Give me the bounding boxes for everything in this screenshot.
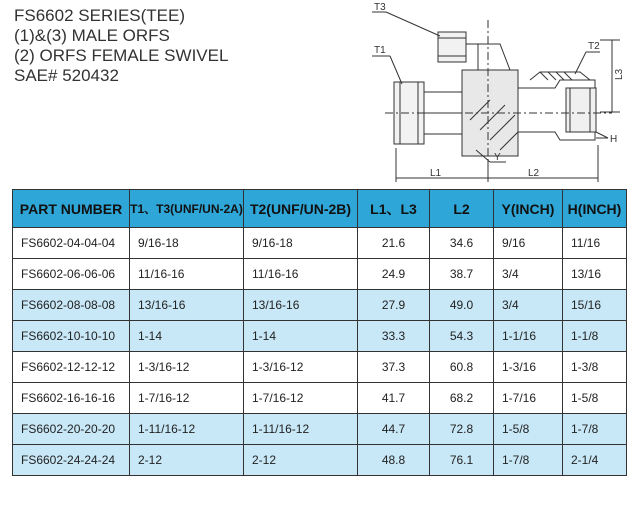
table-cell: 21.6 xyxy=(358,228,430,259)
table-cell: FS6602-10-10-10 xyxy=(13,321,130,352)
table-cell: 68.2 xyxy=(430,383,494,414)
table-cell: 1-14 xyxy=(130,321,244,352)
table-cell: 1-5/8 xyxy=(494,414,563,445)
label-l2: L2 xyxy=(528,168,540,179)
table-cell: 15/16 xyxy=(563,290,627,321)
table-cell: FS6602-20-20-20 xyxy=(13,414,130,445)
table-cell: 1-1/8 xyxy=(563,321,627,352)
table-cell: 11/16 xyxy=(563,228,627,259)
table-cell: FS6602-08-08-08 xyxy=(13,290,130,321)
table-cell: 34.6 xyxy=(430,228,494,259)
table-cell: 11/16-16 xyxy=(130,259,244,290)
table-cell: 1-7/8 xyxy=(494,445,563,476)
table-row xyxy=(13,445,627,476)
col-y-inch: Y(INCH) xyxy=(494,190,563,228)
label-l1: L1 xyxy=(430,168,442,179)
table-row xyxy=(13,290,627,321)
col-t1-t3: T1、T3(UNF/UN-2A) xyxy=(130,190,244,228)
table-cell: 13/16-16 xyxy=(244,290,358,321)
spec-table xyxy=(12,189,627,476)
table-cell: 2-1/4 xyxy=(563,445,627,476)
table-row xyxy=(13,228,627,259)
series-header xyxy=(14,6,228,86)
table-cell: 33.3 xyxy=(358,321,430,352)
label-t2: T2 xyxy=(588,41,600,52)
table-row xyxy=(13,321,627,352)
table-cell: 1-3/16-12 xyxy=(130,352,244,383)
col-t2: T2(UNF/UN-2B) xyxy=(244,190,358,228)
table-cell: 3/4 xyxy=(494,290,563,321)
table-cell: 37.3 xyxy=(358,352,430,383)
table-cell: 41.7 xyxy=(358,383,430,414)
table-cell: 48.8 xyxy=(358,445,430,476)
table-cell: 3/4 xyxy=(494,259,563,290)
table-cell: 11/16-16 xyxy=(244,259,358,290)
table-row xyxy=(13,259,627,290)
series-title: FS6602 SERIES(TEE) xyxy=(14,6,186,25)
table-cell: 44.7 xyxy=(358,414,430,445)
table-cell: 13/16-16 xyxy=(130,290,244,321)
table-cell: 54.3 xyxy=(430,321,494,352)
tee-fitting-drawing xyxy=(360,0,639,185)
table-cell: 1-3/8 xyxy=(563,352,627,383)
col-h-inch: H(INCH) xyxy=(563,190,627,228)
table-row xyxy=(13,352,627,383)
table-cell: 9/16 xyxy=(494,228,563,259)
table-header-row xyxy=(13,190,627,228)
label-y: Y xyxy=(494,152,501,163)
table-cell: 9/16-18 xyxy=(244,228,358,259)
table-cell: 1-7/16-12 xyxy=(130,383,244,414)
table-cell: 1-11/16-12 xyxy=(244,414,358,445)
table-cell: 1-7/8 xyxy=(563,414,627,445)
label-h: H xyxy=(610,134,618,145)
table-cell: 1-5/8 xyxy=(563,383,627,414)
table-cell: 1-1/16 xyxy=(494,321,563,352)
label-t1: T1 xyxy=(374,45,386,56)
col-l1-l3: L1、L3 xyxy=(358,190,430,228)
table-cell: 49.0 xyxy=(430,290,494,321)
table-cell: FS6602-24-24-24 xyxy=(13,445,130,476)
table-cell: FS6602-12-12-12 xyxy=(13,352,130,383)
table-cell: 24.9 xyxy=(358,259,430,290)
female-swivel-note: (2) ORFS FEMALE SWIVEL xyxy=(14,46,229,65)
table-cell: 13/16 xyxy=(563,259,627,290)
table-cell: 1-14 xyxy=(244,321,358,352)
col-part-number: PART NUMBER xyxy=(13,190,130,228)
table-cell: 1-7/16-12 xyxy=(244,383,358,414)
table-cell: 1-3/16-12 xyxy=(244,352,358,383)
table-row xyxy=(13,414,627,445)
table-cell: 1-11/16-12 xyxy=(130,414,244,445)
table-cell: 2-12 xyxy=(130,445,244,476)
col-l2: L2 xyxy=(430,190,494,228)
table-row xyxy=(13,383,627,414)
table-cell: 1-3/16 xyxy=(494,352,563,383)
table-cell: 76.1 xyxy=(430,445,494,476)
table-cell: 27.9 xyxy=(358,290,430,321)
label-t3: T3 xyxy=(374,2,386,13)
male-orfs-note: (1)&(3) MALE ORFS xyxy=(14,26,170,45)
table-cell: 2-12 xyxy=(244,445,358,476)
label-l3: L3 xyxy=(614,68,625,80)
table-cell: 1-7/16 xyxy=(494,383,563,414)
table-cell: 60.8 xyxy=(430,352,494,383)
table-cell: 38.7 xyxy=(430,259,494,290)
table-cell: 9/16-18 xyxy=(130,228,244,259)
table-cell: FS6602-16-16-16 xyxy=(13,383,130,414)
table-cell: FS6602-04-04-04 xyxy=(13,228,130,259)
table-cell: 72.8 xyxy=(430,414,494,445)
sae-number: SAE# 520432 xyxy=(14,66,119,85)
table-cell: FS6602-06-06-06 xyxy=(13,259,130,290)
